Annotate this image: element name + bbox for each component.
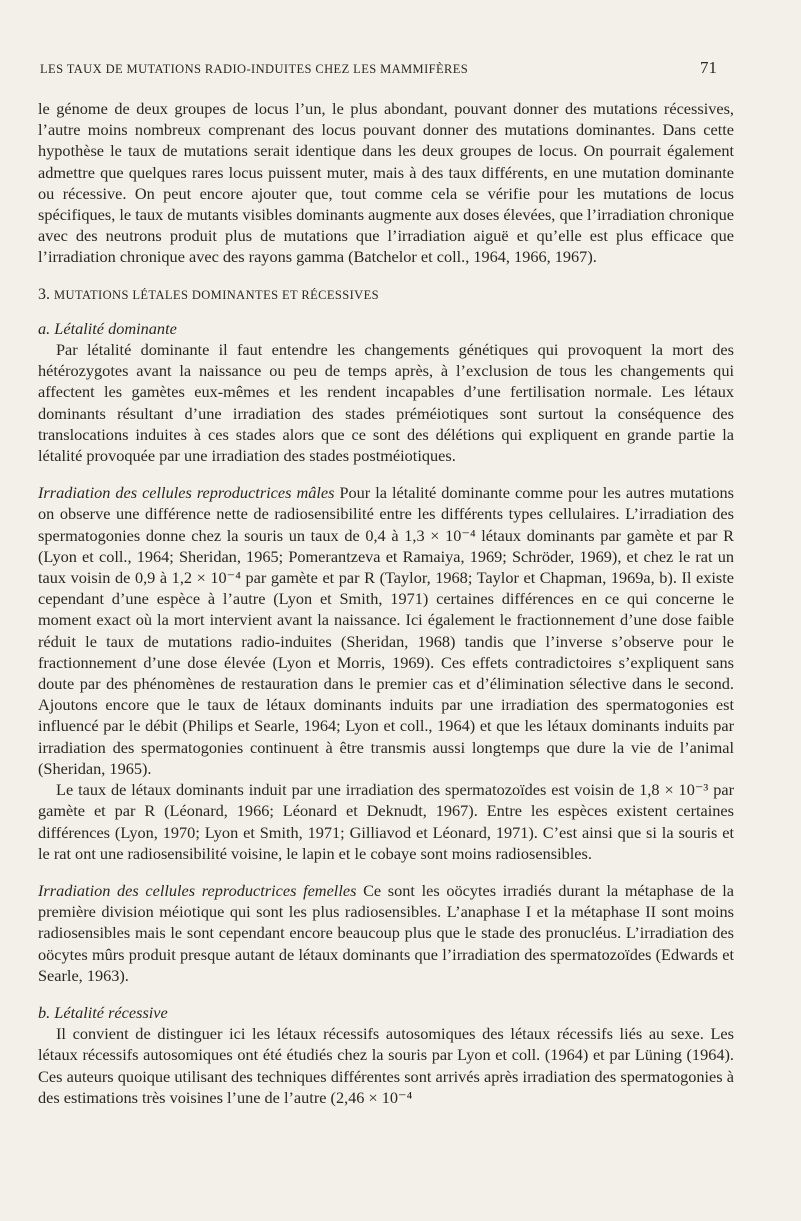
male-paragraph-2: Le taux de létaux dominants induit par une irradiation des spermatozoïdes est voisin de 1,8 × 10⁻³ par gamète et par R (Léonard, 1966; Léonard et Deknudt, 1967). Entre les espèces existent certaines différences (Lyon, 1970; Lyon et Smith, 1971; Gilliavod et Léonard, 1971). C’est ainsi que si la souris et le rat ont une radiosensibilité voisine, le lapin et le cobaye sont moins radiosensibles.: [38, 780, 734, 863]
subsection-b-paragraph: Il convient de distinguer ici les létaux récessifs autosomiques des létaux récessifs liés au sexe. Les létaux récessifs autosomiques ont été étudiés chez la souris par Lyon et coll. (1964) et par Lüning (1964). Ces auteurs quoique utilisant des techniques différentes sont arrivés après irradiation des spermatogonies à des estimations très voisines l’une de l’autre (2,46 × 10⁻⁴: [38, 1024, 734, 1107]
intro-paragraph: le génome de deux groupes de locus l’un, le plus abondant, pouvant donner des mutations récessives, l’autre moins nombreux comprenant des locus pouvant donner des mutations dominantes. Dans cette hypothèse le taux de mutations serait identique dans les deux groupes de locus. On pourrait également admettre que quelques rares locus puissent muter, mais à des taux différents, en une mutation dominante ou récessive. On peut encore ajouter que, tout comme cela se vérifie pour les mutations de locus spécifiques, le taux de mutants visibles dominants augmente aux doses élevées, que l’irradiation chronique avec des neutrons produit plus de mutations que l’irradiation aiguë et qu’elle est plus efficace que l’irradiation chronique avec des rayons gamma (Batchelor et coll., 1964, 1966, 1967).: [38, 99, 734, 267]
female-paragraph-text: Ce sont les oöcytes irradiés durant la métaphase de la première division méiotique qui sont les plus radiosensibles. L’anaphase I et la métaphase II sont moins radiosensibles mais le sont cependant encore beaucoup plus que le stade des pronucléus. L’irradiation des oöcytes mûrs produit presque autant de létaux dominants que l’irradiation des spermatozoïdes (Edwards et Searle, 1963).: [38, 880, 734, 985]
section-number: 3.: [38, 285, 50, 303]
section-title: MUTATIONS LÉTALES DOMINANTES ET RÉCESSIVES: [54, 287, 379, 302]
female-runin-heading: Irradiation des cellules reproductrices femelles: [38, 880, 357, 900]
male-paragraph: [38, 482, 734, 779]
female-paragraph: [38, 880, 734, 986]
section-heading: [38, 284, 734, 306]
male-runin-heading: Irradiation des cellules reproductrices mâles: [38, 483, 335, 503]
subsection-a-paragraph: Par létalité dominante il faut entendre les changements génétiques qui provoquent la mort des hétérozygotes avant la naissance ou peu de temps après, à l’exclusion de tous les changements qui affectent les gamètes eux-mêmes et les rendent incapables d’une fertilisation normale. Les létaux dominants résultant d’une irradiation des stades préméiotiques sont surtout la conséquence des translocations induites à ces stades alors que ce sont des délétions qui expliquent en grande partie la létalité provoquée par une irradiation des stades postméiotiques.: [38, 340, 734, 466]
male-paragraph-text: Pour la létalité dominante comme pour les autres mutations on observe une différence nette de radiosensibilité entre les différents types cellulaires. L’irradiation des spermatogonies donne chez la souris un taux de 0,4 à 1,3 × 10⁻⁴ létaux dominants par gamète et par R (Lyon et coll., 1964; Sheridan, 1965; Pomerantzeva et Ramaiya, 1969; Schröder, 1969), et chez le rat un taux voisin de 0,9 à 1,2 × 10⁻⁴ par gamète et par R (Taylor, 1968; Taylor et Chapman, 1969a, b). Il existe cependant d’une espèce à l’autre (Lyon et Smith, 1971) certaines différences en ce qui concerne le moment exact où la mort intervient avant la naissance. Ici également le fractionnement d’une dose faible réduit le taux de mutations radio-induites (Sheridan, 1968) tandis que l’inverse s’observe pour le fractionnement d’une dose élevée (Lyon et Morris, 1969). Ces effets contradictoires s’expliquent sans doute par des phénomènes de restauration dans le premier cas et d’élimination sélective dans le second. Ajoutons encore que le taux de létaux dominants induits par une irradiation des spermatogonies est influencé par le débit (Philips et Searle, 1964; Lyon et coll., 1964) et que les létaux dominants induits par irradiation des spermatogonies continuent à être transmis aussi longtemps que dure la vie de l’animal (Sheridan, 1965).: [38, 483, 734, 778]
body-text: [38, 98, 734, 1108]
subsection-a-title: a. Létalité dominante: [38, 318, 177, 338]
page-number: 71: [700, 58, 717, 77]
running-title: LES TAUX DE MUTATIONS RADIO-INDUITES CHEZ LES MAMMIFÈRES: [40, 62, 469, 76]
subsection-b-title: b. Létalité récessive: [38, 1002, 168, 1022]
